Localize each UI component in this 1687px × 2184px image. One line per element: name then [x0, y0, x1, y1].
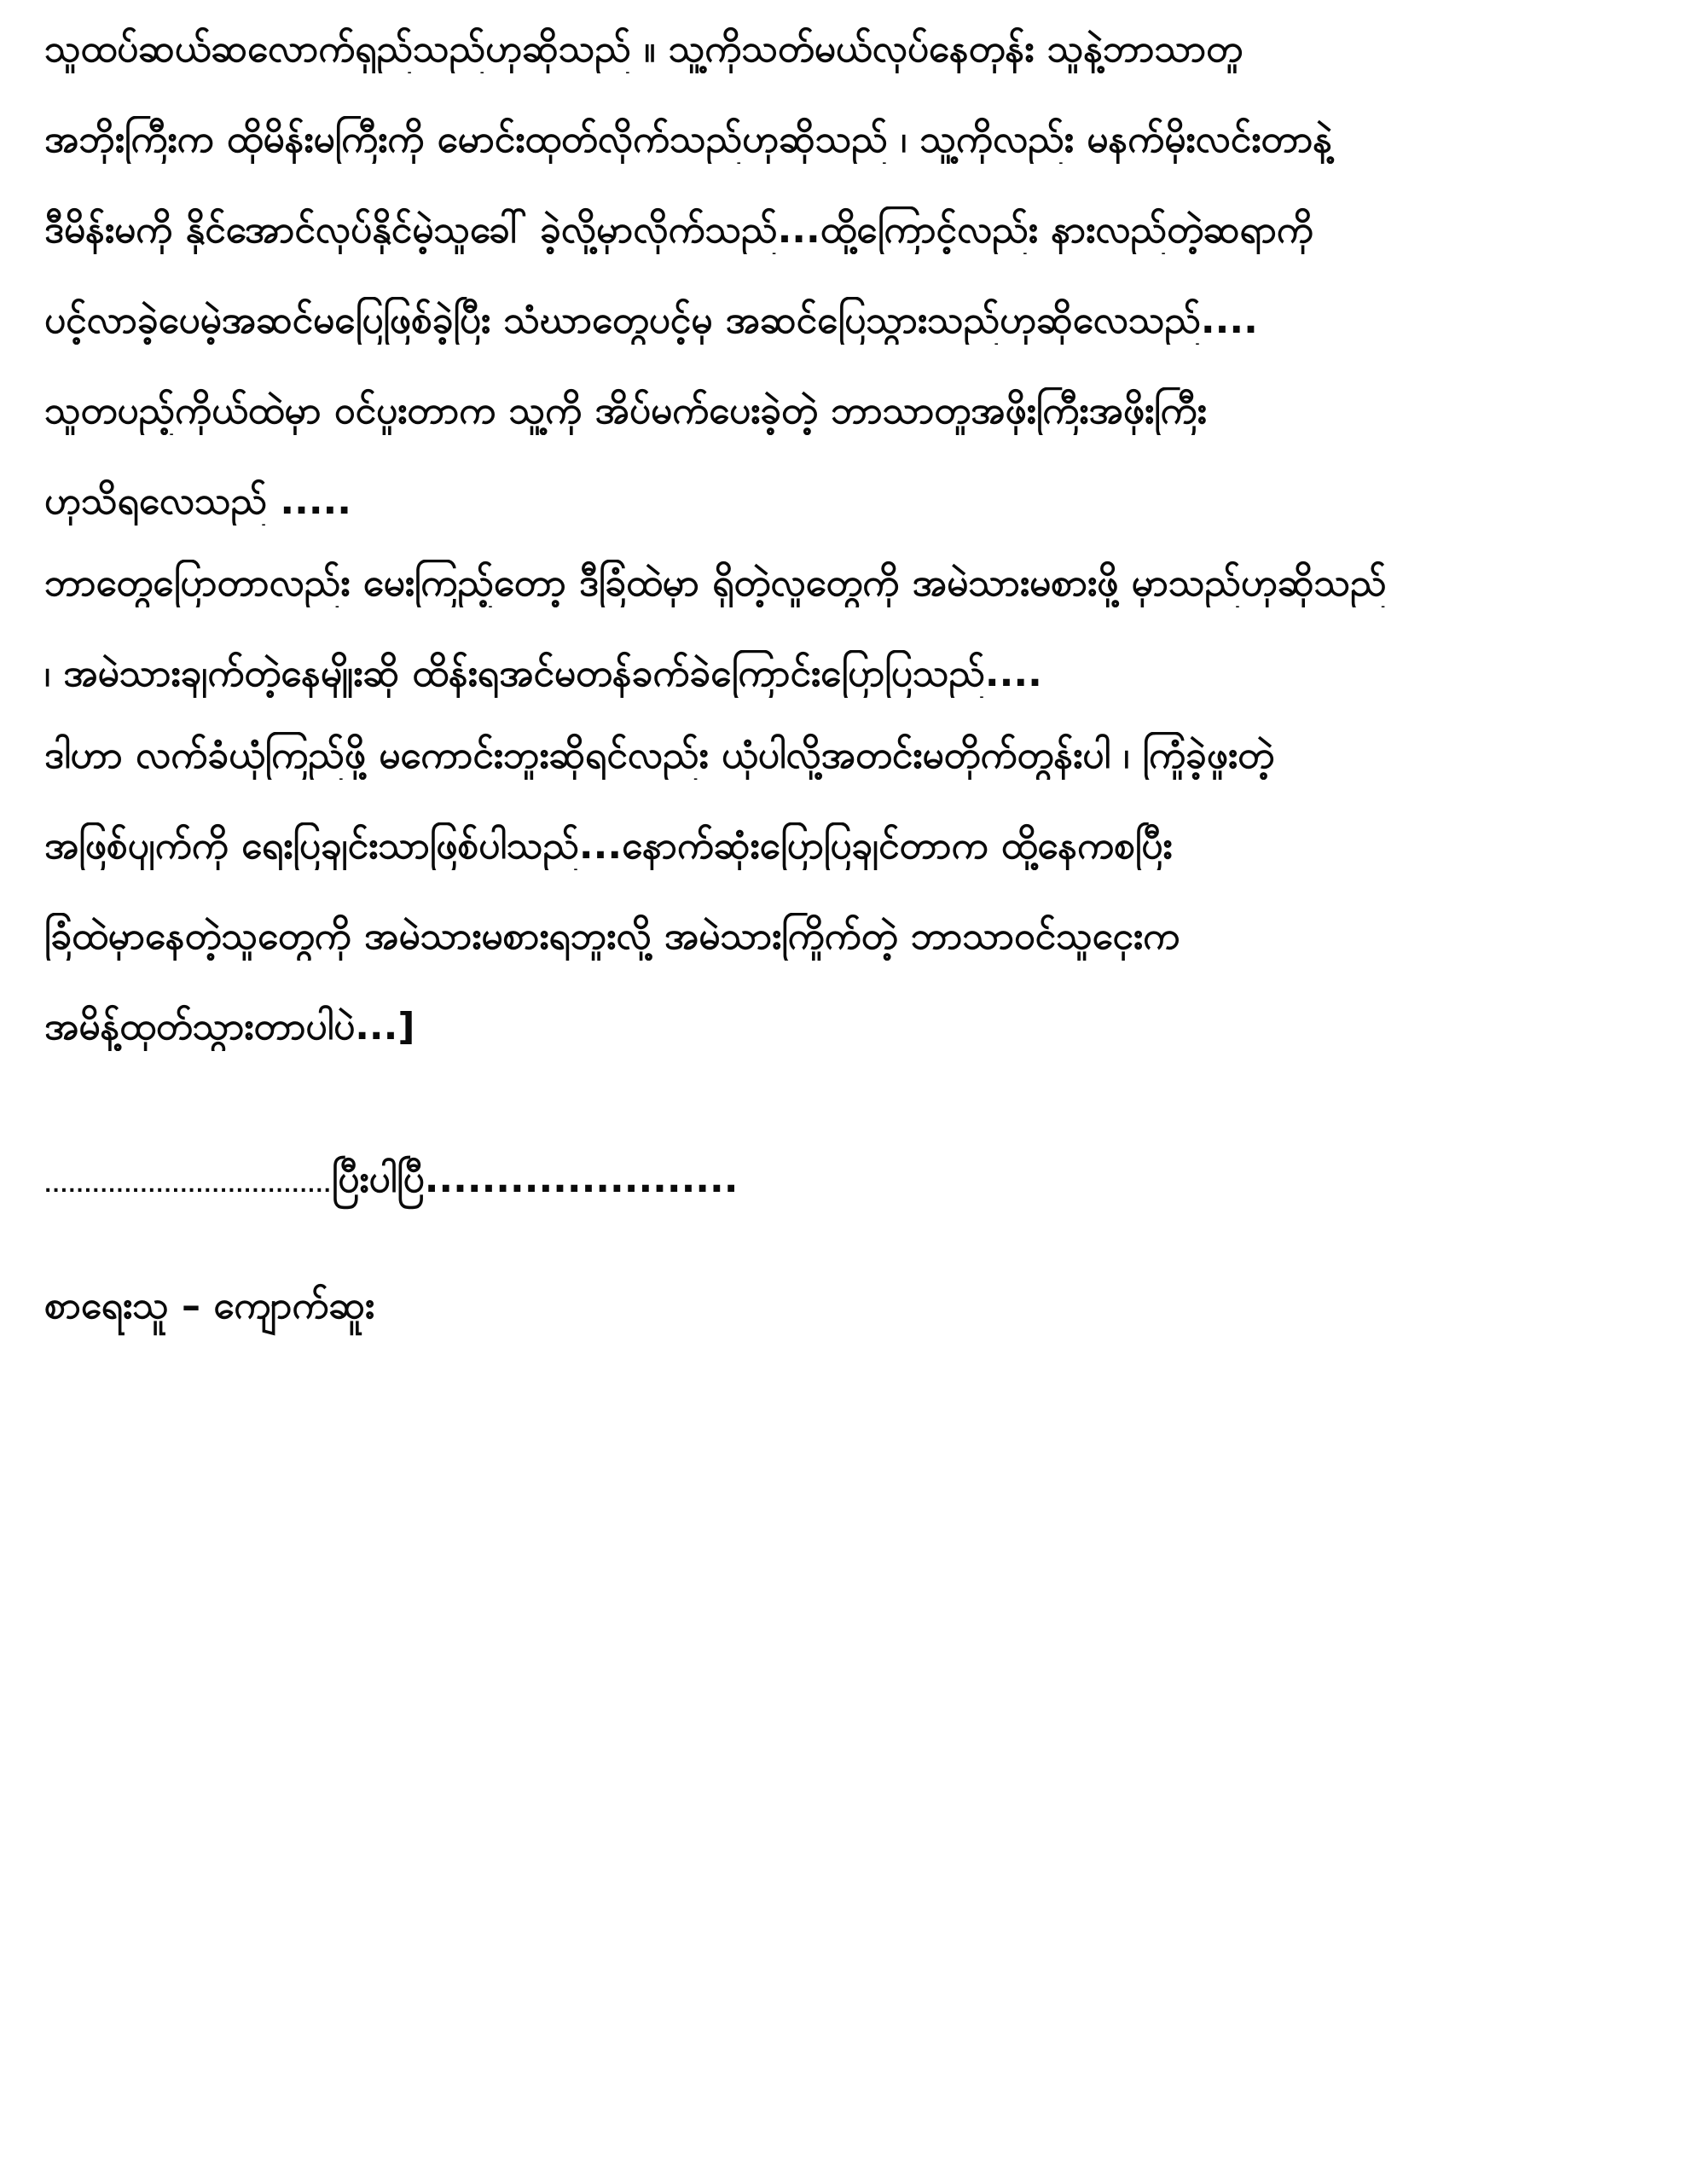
paragraph-line: သူထပ်ဆယ်ဆလောက်ရှည်သည်ဟုဆိုသည် ။ သူ့ကိုသတ်မယ်လုပ်နေတုန်း သူနဲ့ဘာသာတူ: [44, 27, 1243, 71]
paragraph-line: ဟုသိရလေသည် .....: [44, 479, 351, 523]
paragraph-line: ဒါဟာ လက်ခံယုံကြည်ဖို့ မကောင်းဘူးဆိုရင်လည်း ယုံပါလို့အတင်းမတိုက်တွန်းပါ ၊ ကြုံခဲ့ဖူးတဲ့: [44, 734, 1274, 777]
paragraph-line: အဖြစ်ပျက်ကို ရေးပြချင်းသာဖြစ်ပါသည်...နောက်ဆုံးပြောပြချင်တာက ထို့နေကစပြီး: [44, 824, 1173, 868]
paragraph-line: သူတပည့်ကိုယ်ထဲမှာ ဝင်ပူးတာက သူ့ကို အိပ်မက်ပေးခဲ့တဲ့ ဘာသာတူအဖိုးကြီးအဖိုးကြီး: [44, 389, 1207, 433]
end-marker-word: ပြီးပါပြီ: [331, 1158, 425, 1201]
paragraph-line: အမိန့်ထုတ်သွားတာပါပဲ...]: [44, 1005, 415, 1048]
paragraph-line: ခြံထဲမှာနေတဲ့သူတွေကို အမဲသားမစားရဘူးလို့ အမဲသားကြိုက်တဲ့ ဘာသာဝင်သူငှေးက: [44, 915, 1180, 958]
paragraph-line: ပင့်လာခဲ့ပေမဲ့အဆင်မပြေဖြစ်ခဲ့ပြီး သံဃာတွေပင့်မှ အဆင်ပြေသွားသည်ဟုဆိုလေသည်....: [44, 299, 1258, 342]
author-credit: စာရေးသူ – ကျောက်ဆူး: [44, 1284, 375, 1327]
end-marker-trailing-dots: ......................: [424, 1158, 739, 1201]
paragraph-line: ဘာတွေပြောတာလည်း မေးကြည့်တော့ ဒီခြံထဲမှာ ရှိတဲ့လူတွေကို အမဲသားမစားဖို့ မှာသည်ဟုဆိုသည်: [44, 561, 1387, 605]
paragraph-line: ဒီမိန်းမကို နိုင်အောင်လုပ်နိုင်မဲ့သူခေါ် ခဲ့လို့မှာလိုက်သည်...ထို့ကြောင့်လည်း နားလည်တဲ့ဆရာကို: [44, 208, 1313, 252]
end-marker-leading-dots: ....................................: [44, 1176, 332, 1197]
paragraph-line: ၊ အမဲသားချက်တဲ့နေမျိုးဆို ထိန်းရအင်မတန်ခက်ခဲကြောင်းပြောပြသည်....: [44, 652, 1042, 695]
end-marker: [44, 1156, 738, 1211]
story-text: [44, 26, 1648, 1094]
paragraph-line: အဘိုးကြီးက ထိုမိန်းမကြီးကို မောင်းထုတ်လိုက်သည်ဟုဆိုသည် ၊ သူ့ကိုလည်း မနက်မိုးလင်းတာနဲ့: [44, 118, 1333, 161]
